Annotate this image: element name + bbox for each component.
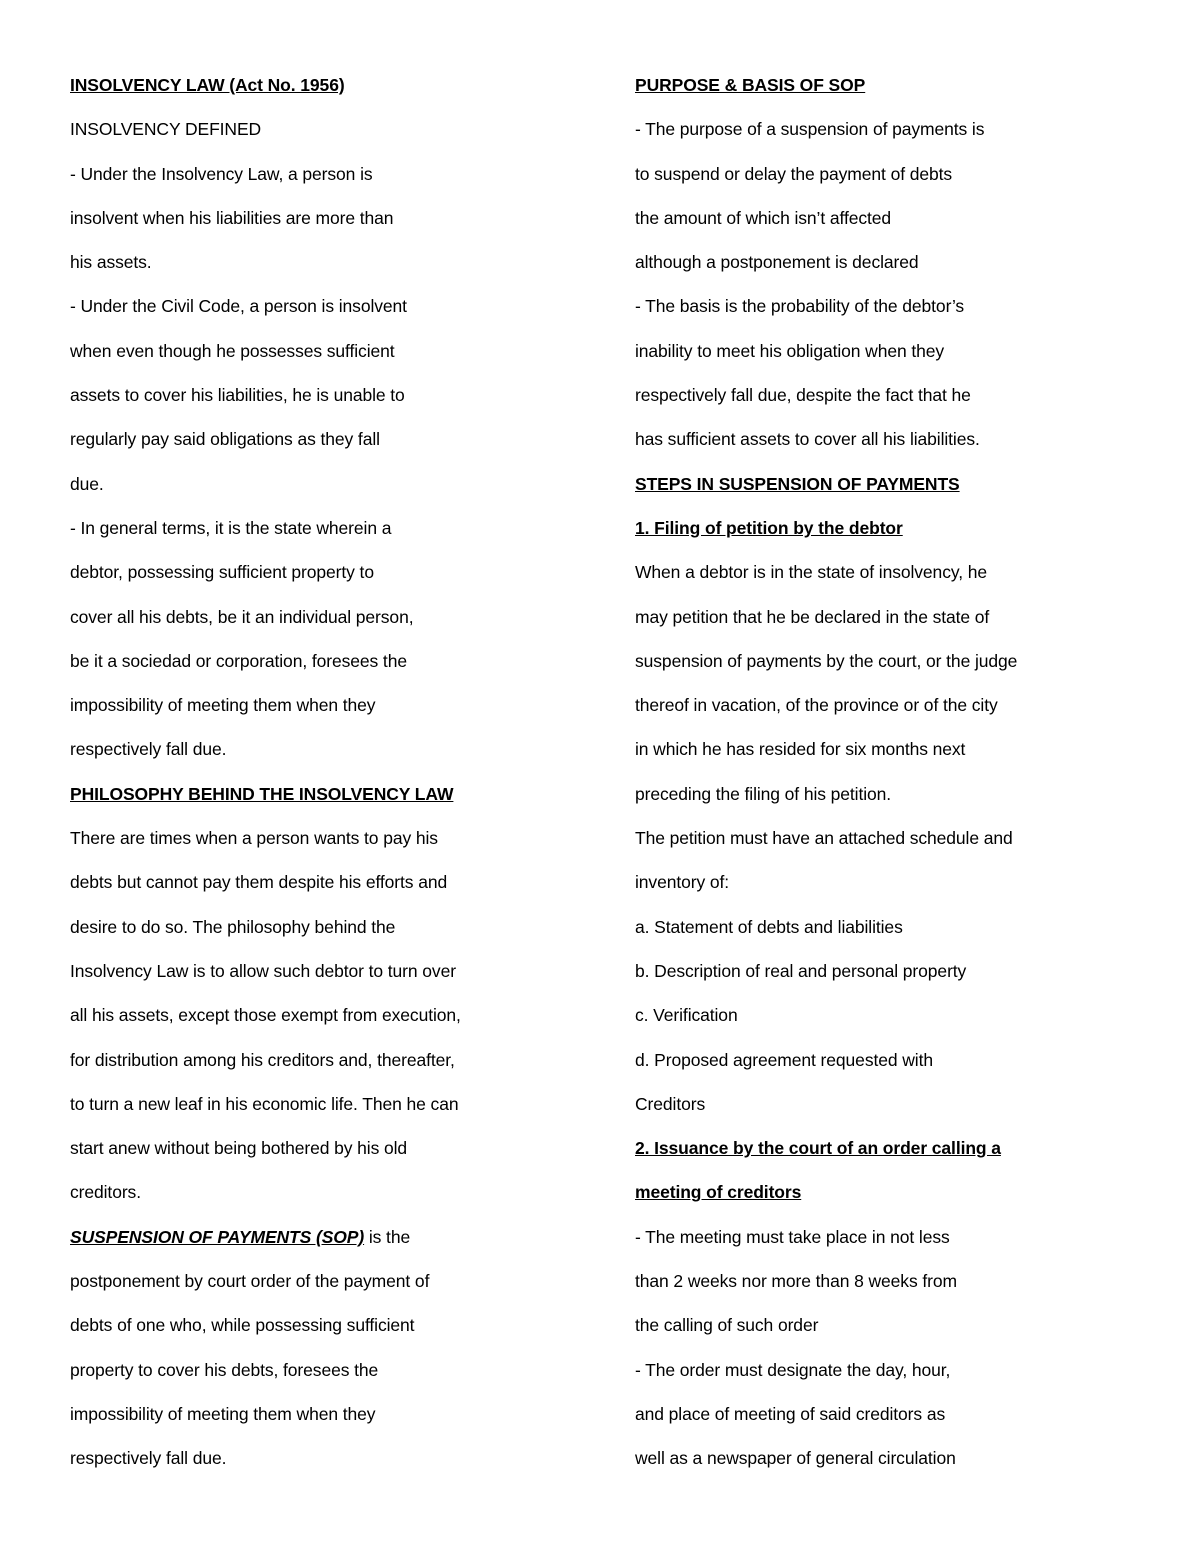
text-line: c. Verification: [635, 1005, 738, 1026]
text-line: when even though he possesses sufficient: [70, 340, 395, 361]
text-line: There are times when a person wants to pay his: [70, 828, 438, 849]
text-line: Creditors: [635, 1093, 706, 1114]
text-line: insolvent when his liabilities are more than: [70, 207, 394, 228]
text-line: due.: [70, 473, 104, 494]
text-line: - In general terms, it is the state wherein a: [70, 517, 392, 538]
text-line: postponement by court order of the payment of: [70, 1271, 430, 1292]
text-line: thereof in vacation, of the province or of the city: [635, 695, 998, 716]
text-line: respectively fall due.: [70, 1448, 227, 1469]
text-line: than 2 weeks nor more than 8 weeks from: [635, 1271, 957, 1292]
step1-text: [635, 550, 1175, 1126]
text-line: debts of one who, while possessing sufficient: [70, 1315, 415, 1336]
sop-definition-first-line: [70, 1215, 590, 1259]
text-line: desire to do so. The philosophy behind the: [70, 916, 396, 937]
text-line: - The purpose of a suspension of payments is: [635, 119, 985, 140]
text-line: - The order must designate the day, hour,: [635, 1359, 951, 1380]
text-line: a. Statement of debts and liabilities: [635, 916, 903, 937]
text-line: respectively fall due, despite the fact that he: [635, 385, 971, 406]
purpose-text: [635, 107, 1175, 461]
text-line: property to cover his debts, foresees the: [70, 1359, 379, 1380]
text-line: regularly pay said obligations as they fall: [70, 429, 380, 450]
right-column: [635, 63, 1175, 1481]
text-line: Insolvency Law is to allow such debtor to turn over: [70, 960, 456, 981]
text-line: be it a sociedad or corporation, foresees the: [70, 650, 407, 671]
text-line: impossibility of meeting them when they: [70, 695, 376, 716]
insolvency-defined-text: [70, 152, 590, 772]
section-heading-purpose: PURPOSE & BASIS OF SOP: [635, 75, 866, 95]
step2-heading-line1: 2. Issuance by the court of an order calling a: [635, 1138, 1001, 1159]
text-line: to turn a new leaf in his economic life. Then he can: [70, 1093, 459, 1114]
text-line: impossibility of meeting them when they: [70, 1403, 376, 1424]
text-line: has sufficient assets to cover all his liabilities.: [635, 429, 980, 450]
sop-term: SUSPENSION OF PAYMENTS (SOP): [70, 1226, 365, 1247]
text-line: assets to cover his liabilities, he is unable to: [70, 385, 405, 406]
text-line: well as a newspaper of general circulation: [635, 1448, 956, 1469]
text-line: When a debtor is in the state of insolvency, he: [635, 562, 987, 583]
text-line: preceding the filing of his petition.: [635, 783, 892, 804]
section-heading-insolvency-defined: INSOLVENCY DEFINED: [70, 119, 262, 140]
text-line: suspension of payments by the court, or the judge: [635, 650, 1018, 671]
text-line: debtor, possessing sufficient property to: [70, 562, 374, 583]
sop-definition-text: [70, 1259, 590, 1480]
text-line: in which he has resided for six months next: [635, 739, 966, 760]
step1-heading: 1. Filing of petition by the debtor: [635, 517, 903, 538]
text-line: start anew without being bothered by his old: [70, 1138, 408, 1159]
text-line: although a postponement is declared: [635, 252, 919, 273]
left-column: [70, 63, 590, 1481]
text-line: the amount of which isn’t affected: [635, 207, 892, 228]
text-line: - Under the Insolvency Law, a person is: [70, 163, 373, 184]
section-heading-philosophy: PHILOSOPHY BEHIND THE INSOLVENCY LAW: [70, 783, 454, 804]
step2-heading-line2: meeting of creditors: [635, 1182, 802, 1203]
text-line: b. Description of real and personal property: [635, 960, 967, 981]
text-line: inability to meet his obligation when they: [635, 340, 945, 361]
text-line: - The meeting must take place in not less: [635, 1226, 950, 1247]
text-line: all his assets, except those exempt from execution,: [70, 1005, 461, 1026]
text-line: and place of meeting of said creditors as: [635, 1403, 946, 1424]
text-line: the calling of such order: [635, 1315, 819, 1336]
text-line: his assets.: [70, 252, 152, 273]
text-line: cover all his debts, be it an individual person,: [70, 606, 414, 627]
text-line: to suspend or delay the payment of debts: [635, 163, 953, 184]
text-line: may petition that he be declared in the state of: [635, 606, 990, 627]
text-line: creditors.: [70, 1182, 141, 1203]
text-line: - Under the Civil Code, a person is insolvent: [70, 296, 407, 317]
sop-first-line-rest: is the: [364, 1226, 411, 1247]
text-line: inventory of:: [635, 872, 730, 893]
text-line: debts but cannot pay them despite his efforts and: [70, 872, 448, 893]
text-line: The petition must have an attached schedule and: [635, 828, 1013, 849]
text-line: for distribution among his creditors and, thereafter,: [70, 1049, 455, 1070]
section-heading-steps: STEPS IN SUSPENSION OF PAYMENTS: [635, 473, 960, 494]
step2-text: [635, 1215, 1175, 1481]
text-line: d. Proposed agreement requested with: [635, 1049, 933, 1070]
document-title: INSOLVENCY LAW (Act No. 1956): [70, 75, 345, 95]
text-line: - The basis is the probability of the debtor’s: [635, 296, 965, 317]
philosophy-text: [70, 816, 590, 1215]
text-line: respectively fall due.: [70, 739, 227, 760]
